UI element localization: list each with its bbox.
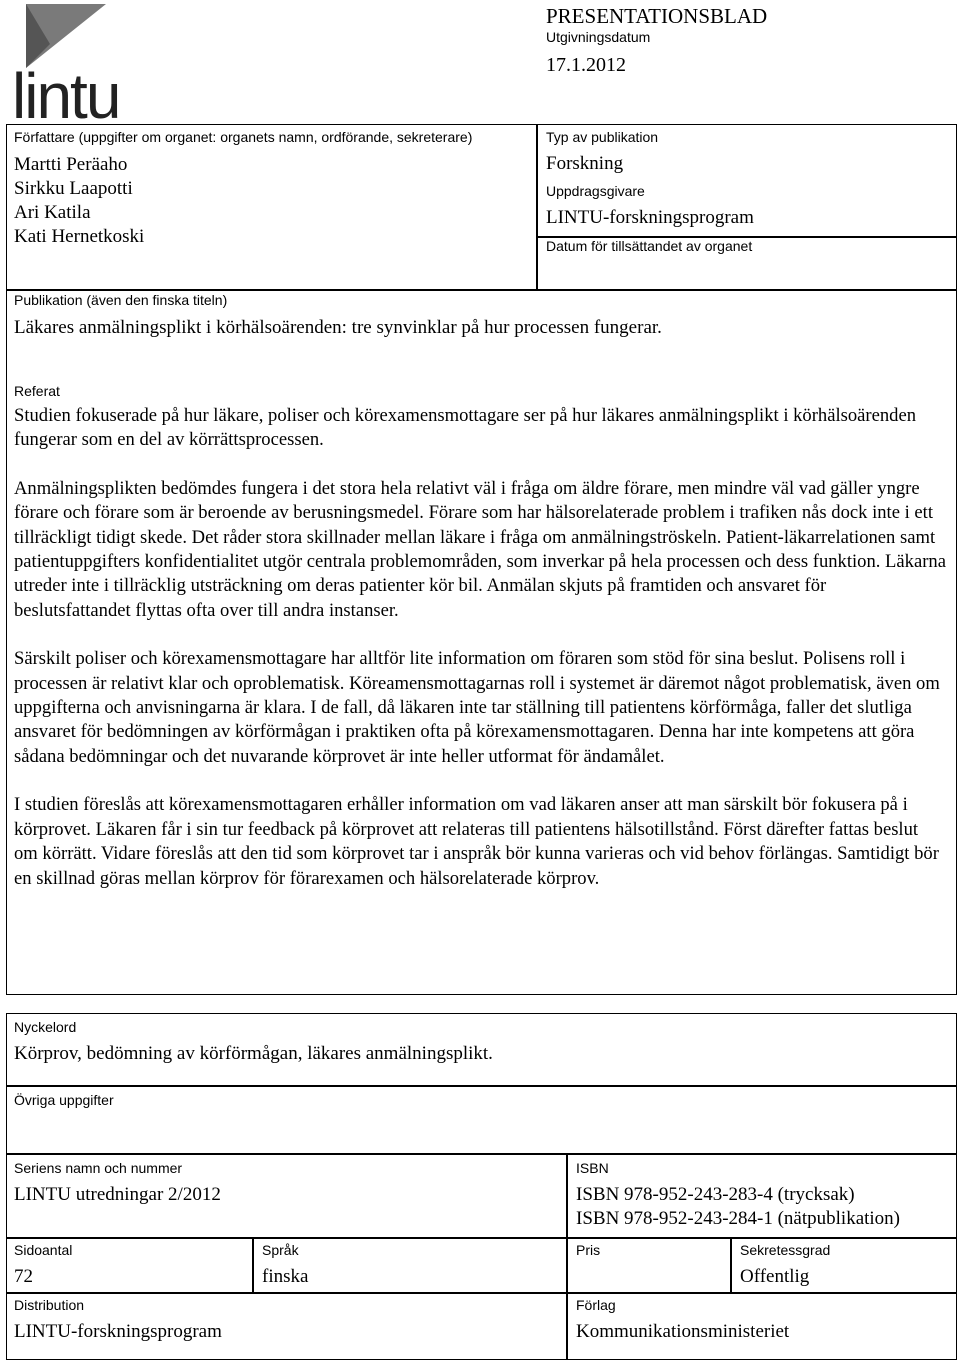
abstract-paragraph: Anmälningsplikten bedömdes fungera i det stora hela relativt väl i fråga om äldre förare, men mindre väl vad gäller yngre förare och förare som är beroende av berusningsmedel. Förare som har hälsorelaterade problem i trafiken nås dock inte i ett tillräckligt tidigt skede. Det råder stora skillnader mellan läkare i fråga om anmälningströskeln. Patient-läkarrelationen samt patientuppgifters konfidentialitet utgör centrala problemområden, som inverkar på hela processen och dess funktion. Läkarna utreder inte i tillräcklig utsträckning om deras patienter kör bil. Anmälan skjuts på framtiden och ansvaret för beslutsfattandet flyttas ofta over till andra instanser. — [14, 477, 946, 621]
date-label: Utgivningsdatum — [546, 29, 651, 45]
divider-top — [6, 289, 957, 291]
publisher-value: Kommunikationsministeriet — [576, 1321, 790, 1342]
grid-divider-language — [252, 1237, 254, 1293]
authors-label: Författare (uppgifter om organet: organets namn, ordförande, sekreterare) — [14, 129, 473, 145]
date-value: 17.1.2012 — [546, 54, 626, 76]
other-info-box — [6, 1086, 957, 1154]
svg-text:lintu: lintu — [12, 60, 120, 122]
author-name: Kati Hernetkoski — [14, 226, 145, 247]
abstract-paragraph: Studien fokuserade på hur läkare, poliser och körexamensmottagare ser på hur läkares anmälningsplikt i körhälsoärenden fungerar som en del av körrättsprocessen. — [14, 405, 917, 451]
grid-divider-middle — [566, 1154, 568, 1360]
lintu-logo-icon — [10, 4, 150, 122]
divider-vertical-top — [536, 124, 538, 290]
distribution-label: Distribution — [14, 1297, 85, 1313]
isbn-online: ISBN 978-952-243-284-1 (nätpublikation) — [576, 1208, 901, 1229]
publication-label: Publikation (även den finska titeln) — [14, 292, 228, 308]
price-label: Pris — [576, 1242, 601, 1258]
author-name: Ari Katila — [14, 202, 91, 223]
commissioner-label: Uppdragsgivare — [546, 183, 645, 199]
keywords-label: Nyckelord — [14, 1019, 77, 1035]
author-name: Sirkku Laapotti — [14, 178, 133, 199]
isbn-print: ISBN 978-952-243-283-4 (trycksak) — [576, 1184, 855, 1205]
publisher-label: Förlag — [576, 1297, 616, 1313]
isbn-label: ISBN — [576, 1160, 609, 1176]
authors-list — [14, 153, 144, 249]
abstract-body — [14, 404, 946, 891]
commissioner-value: LINTU-forskningsprogram — [546, 207, 754, 228]
grid-divider-secrecy — [730, 1237, 732, 1293]
series-label: Seriens namn och nummer — [14, 1160, 183, 1176]
language-label: Språk — [262, 1242, 299, 1258]
abstract-label: Referat — [14, 383, 60, 399]
author-name: Martti Peräaho — [14, 154, 128, 175]
isbn-list — [576, 1183, 900, 1231]
secrecy-value: Offentlig — [740, 1266, 810, 1287]
keywords-value: Körprov, bedömning av körförmågan, läkares anmälningsplikt. — [14, 1043, 493, 1064]
secrecy-label: Sekretessgrad — [740, 1242, 831, 1258]
publication-type-value: Forskning — [546, 153, 624, 174]
abstract-paragraph: I studien föreslås att körexamensmottagaren erhåller information om vad läkaren anser att man särskilt bör fokusera på i körprovet. Läkaren får i sin tur feedback på körprovet att relateras till patientens hälsotillstånd. Först därefter fattas beslut om körrätt. Vidare föreslås att den tid som körprovet tar i anspråk bör kunna varieras och vid behov förlängas. Samtidigt bör en skillnad göras mellan körprov för förarexamen och hälsorelaterade körprov. — [14, 794, 939, 889]
lintu-logo — [10, 4, 150, 122]
pages-value: 72 — [14, 1266, 33, 1287]
grid-divider-row2 — [6, 1292, 957, 1294]
publication-title: Läkares anmälningsplikt i körhälsoärenden: tre synvinklar på hur processen fungerar. — [14, 317, 662, 338]
other-info-label: Övriga uppgifter — [14, 1092, 114, 1108]
language-value: finska — [262, 1266, 309, 1287]
appointment-date-label: Datum för tillsättandet av organet — [546, 238, 753, 254]
grid-divider-row1 — [6, 1237, 957, 1239]
series-value: LINTU utredningar 2/2012 — [14, 1184, 221, 1205]
document-title: PRESENTATIONSBLAD — [546, 4, 768, 28]
abstract-paragraph: Särskilt poliser och körexamensmottagare har alltför lite information om föraren som stöd för sina beslut. Polisens roll i processen är relativt klar och oproblematisk. Köreamensmottagarnas roll i systemet är däremot något problematisk, även om uppgifterna och anvisningarna är klara. I de fall, då läkaren inte tar ställning till patientens körförmåga, faller det slutliga ansvaret för bedömningen av körförmågan i praktiken ofta på körexamensmottagaren. Denna har inte kompetens att göra sådana bedömningar och det nuvarande körprovet är inte heller utformat för ändamålet. — [14, 648, 940, 767]
pages-label: Sidoantal — [14, 1242, 73, 1258]
distribution-value: LINTU-forskningsprogram — [14, 1321, 222, 1342]
publication-type-label: Typ av publikation — [546, 129, 659, 145]
